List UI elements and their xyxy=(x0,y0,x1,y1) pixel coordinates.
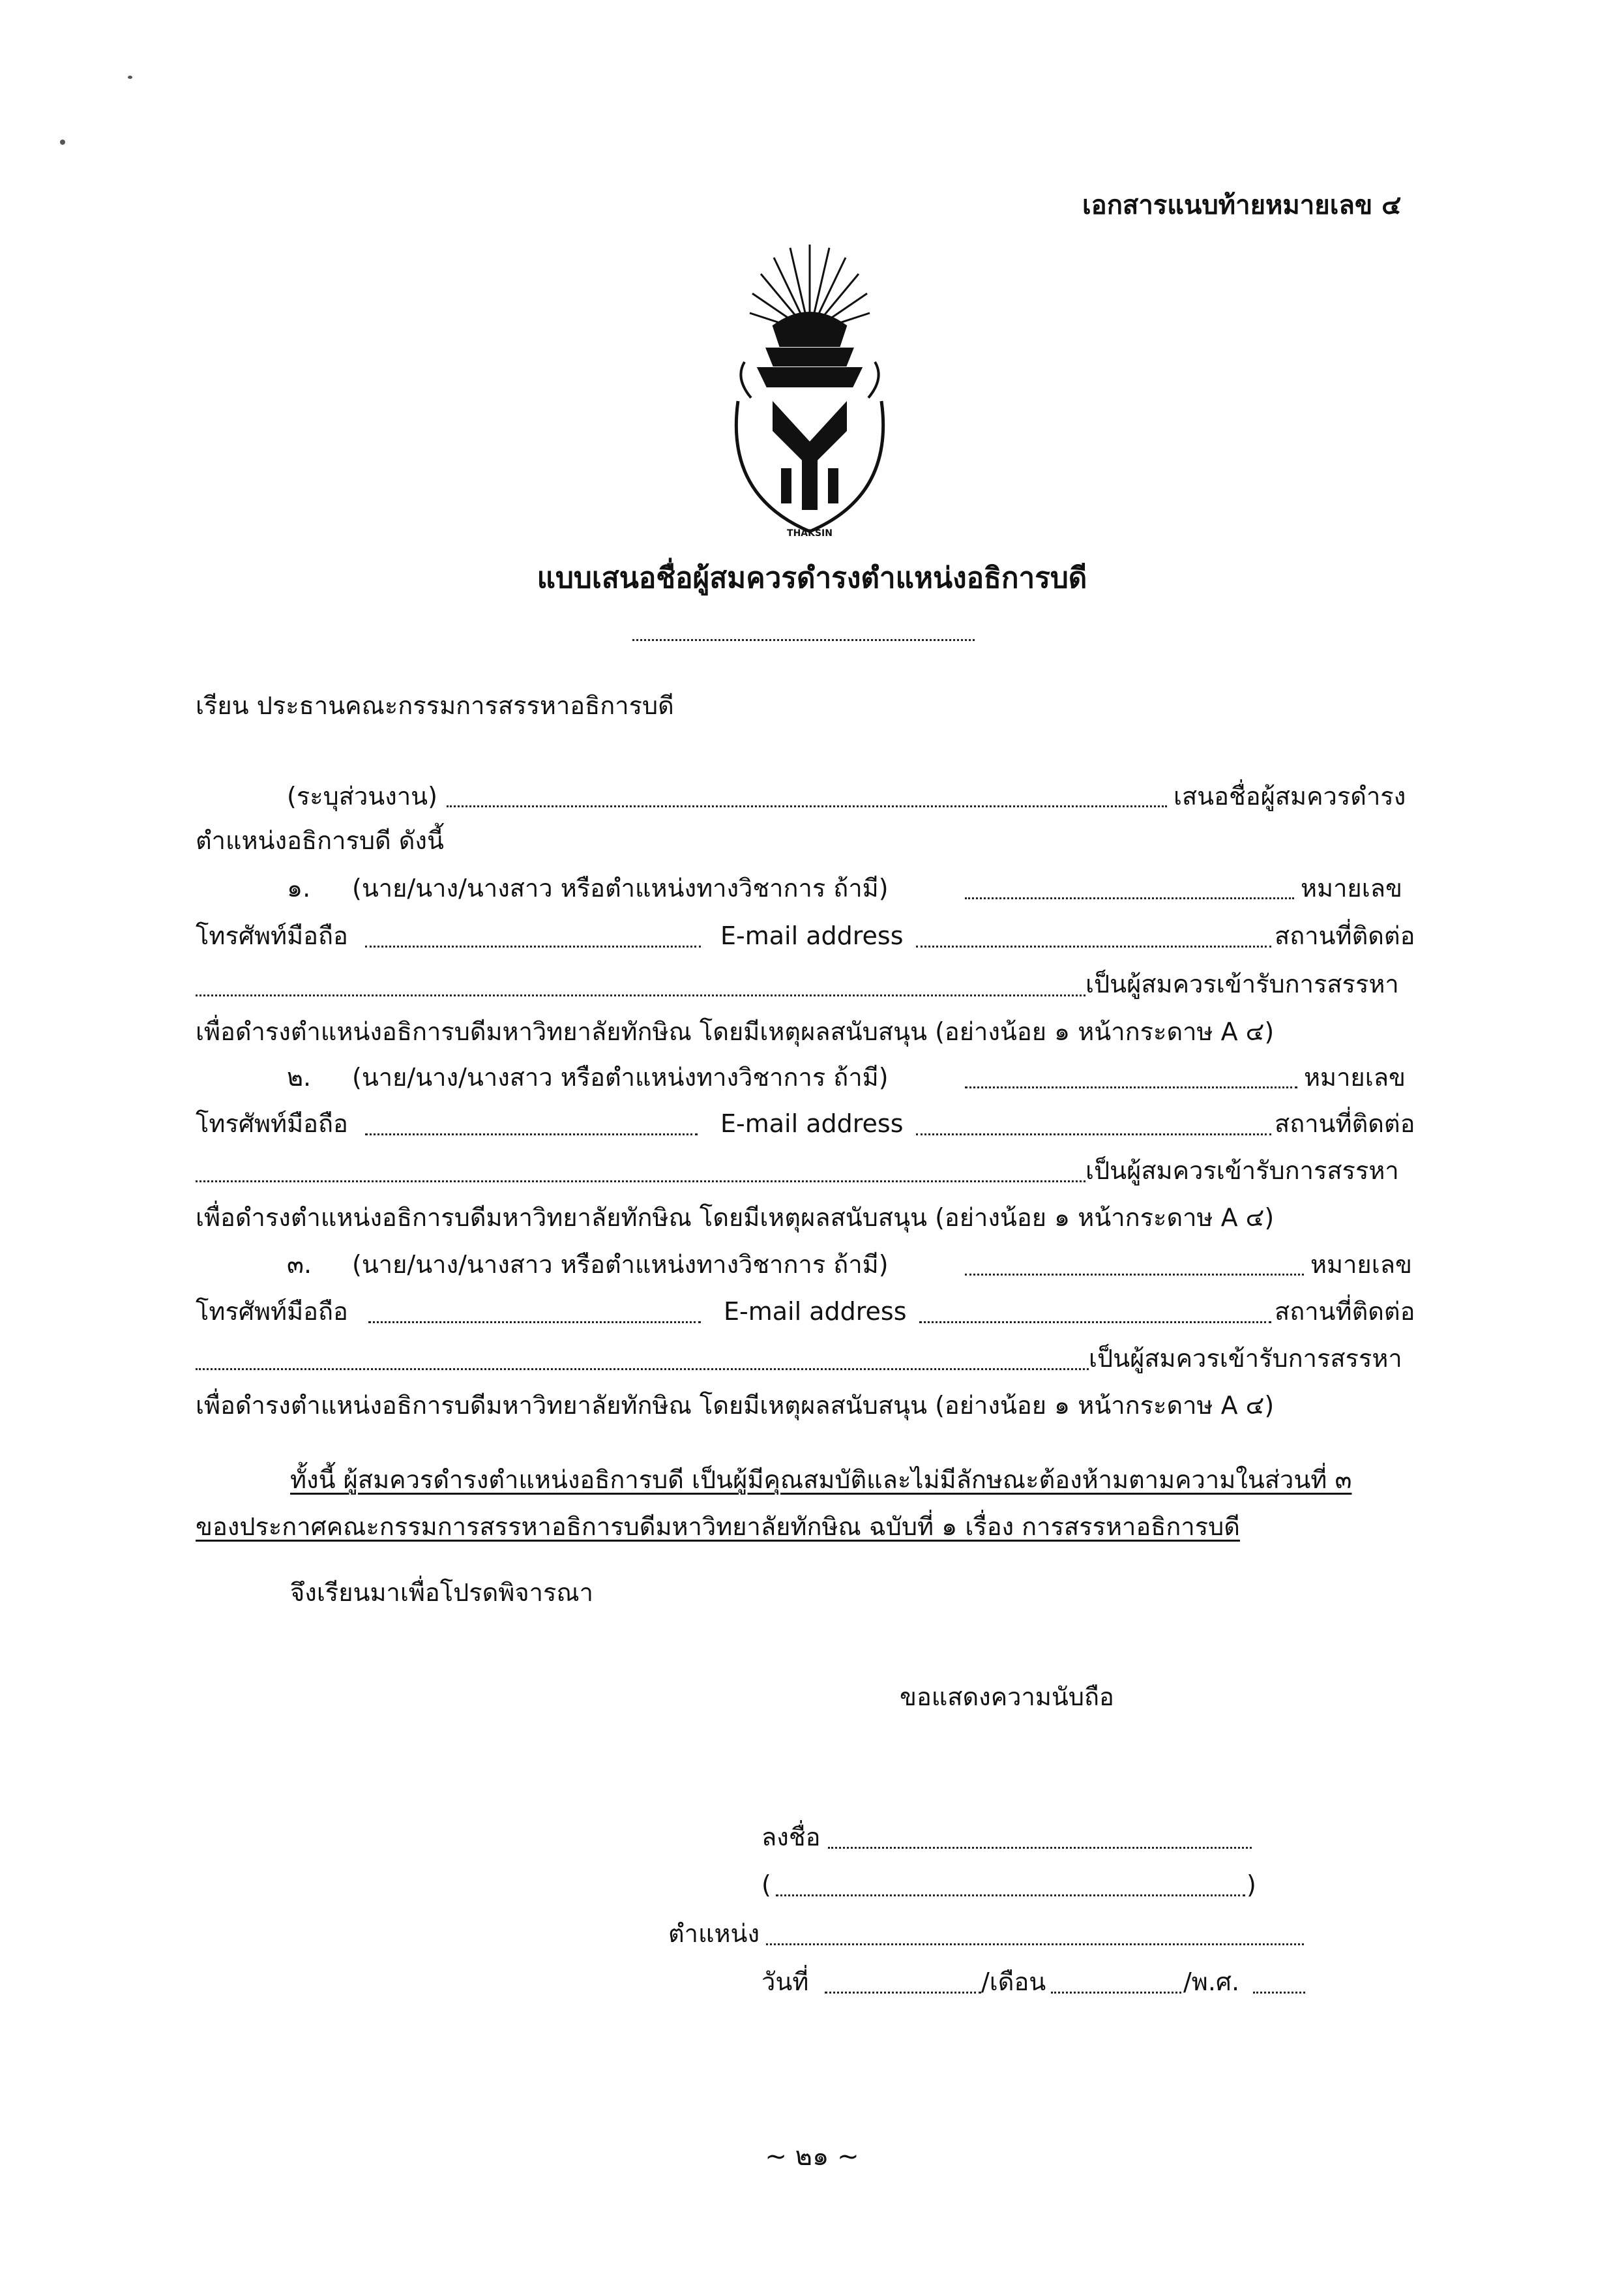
nominee-2-suitable-label: เป็นผู้สมควรเข้ารับการสรรหา xyxy=(1085,1156,1399,1185)
attachment-label: เอกสารแนบท้ายหมายเลข ๔ xyxy=(1082,190,1402,220)
nominee-3-reason: เพื่อดำรงตำแหน่งอธิการบดีมหาวิทยาลัยทักษิณ โดยมีเหตุผลสนับสนุน (อย่างน้อย ๑ หน้ากระดาษ A ๔) xyxy=(196,1391,1275,1420)
university-seal-logo xyxy=(712,235,908,541)
nominee-1-contact-label: สถานที่ติดต่อ xyxy=(1275,921,1415,950)
nominee-1-phone-prefix: หมายเลข xyxy=(1301,874,1402,903)
title-dotted-line xyxy=(632,639,975,641)
nominee-3-suitable-label: เป็นผู้สมควรเข้ารับการสรรหา xyxy=(1089,1344,1402,1373)
nominee-2-number: ๒. xyxy=(287,1063,312,1092)
nominee-3-mobile-field[interactable] xyxy=(368,1321,701,1323)
nominee-2-mobile-field[interactable] xyxy=(365,1133,698,1135)
printed-name-field[interactable] xyxy=(776,1894,1245,1896)
unit-label: (ระบุส่วนงาน) xyxy=(287,782,437,811)
nominee-1-name-label: (นาย/นาง/นางสาว หรือตำแหน่งทางวิชาการ ถ้ามี) xyxy=(352,874,889,903)
nominee-2-contact-label: สถานที่ติดต่อ xyxy=(1275,1109,1415,1138)
date-label: วันที่ xyxy=(761,1967,809,1996)
day-field[interactable] xyxy=(825,1992,981,1994)
page-number: ~ ๒๑ ~ xyxy=(765,2142,859,2172)
month-field[interactable] xyxy=(1051,1992,1181,1994)
note-line-1: ทั้งนี้ ผู้สมควรดำรงตำแหน่งอธิการบดี เป็นผู้มีคุณสมบัติและไม่มีลักษณะต้องห้ามตามความในส่วนที่ ๓ xyxy=(290,1465,1352,1494)
regards-text: ขอแสดงความนับถือ xyxy=(900,1682,1114,1711)
nominee-1-reason: เพื่อดำรงตำแหน่งอธิการบดีมหาวิทยาลัยทักษิณ โดยมีเหตุผลสนับสนุน (อย่างน้อย ๑ หน้ากระดาษ A ๔) xyxy=(196,1017,1275,1046)
nominee-1-contact-field[interactable] xyxy=(196,994,1085,996)
nominee-1-name-field[interactable] xyxy=(965,897,1294,899)
nominee-3-mobile-label: โทรศัพท์มือถือ xyxy=(196,1297,348,1326)
nominee-2-name-label: (นาย/นาง/นางสาว หรือตำแหน่งทางวิชาการ ถ้ามี) xyxy=(352,1063,889,1092)
close-paren: ) xyxy=(1247,1870,1256,1899)
note-line-2: ของประกาศคณะกรรมการสรรหาอธิการบดีมหาวิทยาลัยทักษิณ ฉบับที่ ๑ เรื่อง การสรรหาอธิการบดี xyxy=(196,1512,1240,1541)
position-field[interactable] xyxy=(766,1943,1304,1945)
nominee-1-mobile-field[interactable] xyxy=(365,946,701,948)
form-title: แบบเสนอชื่อผู้สมควรดำรงตำแหน่งอธิการบดี xyxy=(537,561,1087,595)
intro-continuation: ตำแหน่งอธิการบดี ดังนี้ xyxy=(196,826,444,855)
nominee-2-reason: เพื่อดำรงตำแหน่งอธิการบดีมหาวิทยาลัยทักษิณ โดยมีเหตุผลสนับสนุน (อย่างน้อย ๑ หน้ากระดาษ A ๔) xyxy=(196,1203,1275,1232)
salutation: เรียน ประธานคณะกรรมการสรรหาอธิการบดี xyxy=(196,691,674,720)
nominee-2-email-field[interactable] xyxy=(916,1133,1271,1135)
propose-label: เสนอชื่อผู้สมควรดำรง xyxy=(1174,782,1406,811)
sign-label: ลงชื่อ xyxy=(761,1823,821,1851)
nominee-3-email-label: E-mail address xyxy=(724,1297,907,1326)
nominee-2-email-label: E-mail address xyxy=(720,1109,904,1138)
scan-speck xyxy=(60,140,65,145)
nominee-1-email-field[interactable] xyxy=(916,946,1271,948)
nominee-3-name-field[interactable] xyxy=(965,1274,1304,1276)
nominee-3-number: ๓. xyxy=(287,1250,312,1279)
unit-field[interactable] xyxy=(447,805,1167,807)
nominee-2-mobile-label: โทรศัพท์มือถือ xyxy=(196,1109,348,1138)
month-label: /เดือน xyxy=(981,1967,1046,1996)
nominee-3-email-field[interactable] xyxy=(919,1321,1271,1323)
nominee-3-name-label: (นาย/นาง/นางสาว หรือตำแหน่งทางวิชาการ ถ้ามี) xyxy=(352,1250,889,1279)
nominee-2-name-field[interactable] xyxy=(965,1086,1297,1088)
nominee-1-mobile-label: โทรศัพท์มือถือ xyxy=(196,921,348,950)
signature-field[interactable] xyxy=(828,1847,1252,1849)
position-label: ตำแหน่ง xyxy=(668,1919,760,1948)
nominee-3-contact-label: สถานที่ติดต่อ xyxy=(1275,1297,1415,1326)
year-field[interactable] xyxy=(1253,1992,1305,1994)
nominee-1-number: ๑. xyxy=(287,874,311,903)
nominee-1-email-label: E-mail address xyxy=(720,921,904,950)
nominee-2-phone-prefix: หมายเลข xyxy=(1304,1063,1406,1092)
nominee-3-contact-field[interactable] xyxy=(196,1368,1089,1370)
year-label: /พ.ศ. xyxy=(1183,1967,1240,1996)
nominee-1-suitable-label: เป็นผู้สมควรเข้ารับการสรรหา xyxy=(1085,970,1399,998)
scan-speck xyxy=(128,76,132,79)
open-paren: ( xyxy=(761,1870,771,1899)
nominee-2-contact-field[interactable] xyxy=(196,1180,1085,1182)
closing-text: จึงเรียนมาเพื่อโปรดพิจารณา xyxy=(290,1578,593,1607)
nominee-3-phone-prefix: หมายเลข xyxy=(1310,1250,1412,1279)
svg-text:THAKSIN: THAKSIN xyxy=(787,528,833,539)
